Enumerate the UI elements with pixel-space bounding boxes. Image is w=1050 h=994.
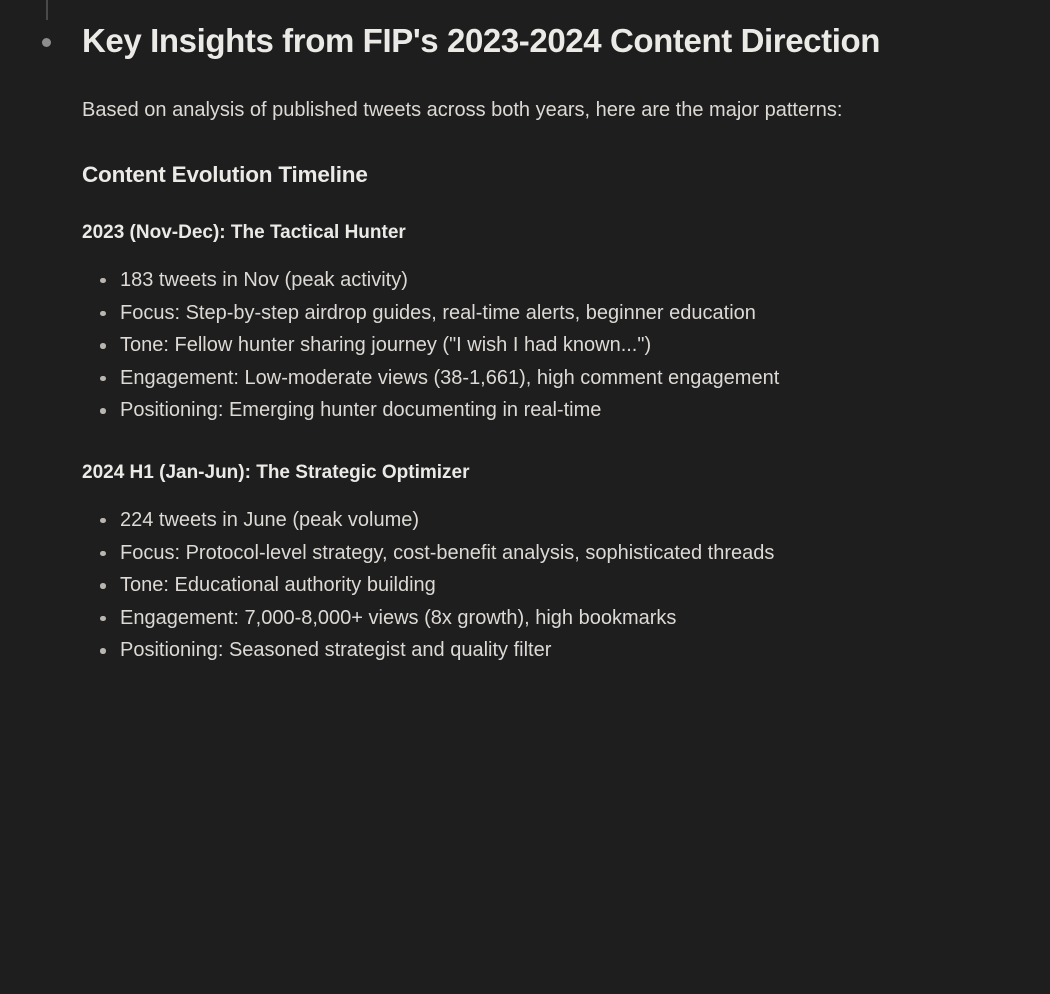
period-bullets-2023 <box>82 266 1012 426</box>
document-content <box>82 22 1012 702</box>
thread-bullet-marker <box>42 38 51 47</box>
period-block-2023 <box>82 222 1012 426</box>
list-item: Positioning: Seasoned strategist and quality filter <box>82 636 1012 666</box>
list-item: Engagement: 7,000-8,000+ views (8x growth), high bookmarks <box>82 604 1012 634</box>
period-bullets-2024-h1 <box>82 506 1012 666</box>
list-item: Tone: Fellow hunter sharing journey ("I wish I had known...") <box>82 331 1012 361</box>
list-item: 224 tweets in June (peak volume) <box>82 506 1012 536</box>
list-item: Positioning: Emerging hunter documenting in real-time <box>82 396 1012 426</box>
period-heading-2023: 2023 (Nov-Dec): The Tactical Hunter <box>82 221 406 243</box>
page-title: Key Insights from FIP's 2023-2024 Content Direction <box>82 22 880 59</box>
list-item: Focus: Protocol-level strategy, cost-benefit analysis, sophisticated threads <box>82 539 1012 569</box>
list-item: 183 tweets in Nov (peak activity) <box>82 266 1012 296</box>
intro-paragraph: Based on analysis of published tweets across both years, here are the major patterns: <box>82 98 843 121</box>
period-heading-2024-h1: 2024 H1 (Jan-Jun): The Strategic Optimizer <box>82 461 470 483</box>
list-item: Engagement: Low-moderate views (38-1,661), high comment engagement <box>82 364 1012 394</box>
list-item: Tone: Educational authority building <box>82 571 1012 601</box>
thread-rail <box>46 0 48 20</box>
section-heading-content-evolution-timeline: Content Evolution Timeline <box>82 161 368 187</box>
period-block-2024-h1 <box>82 462 1012 666</box>
list-item: Focus: Step-by-step airdrop guides, real-time alerts, beginner education <box>82 299 1012 329</box>
